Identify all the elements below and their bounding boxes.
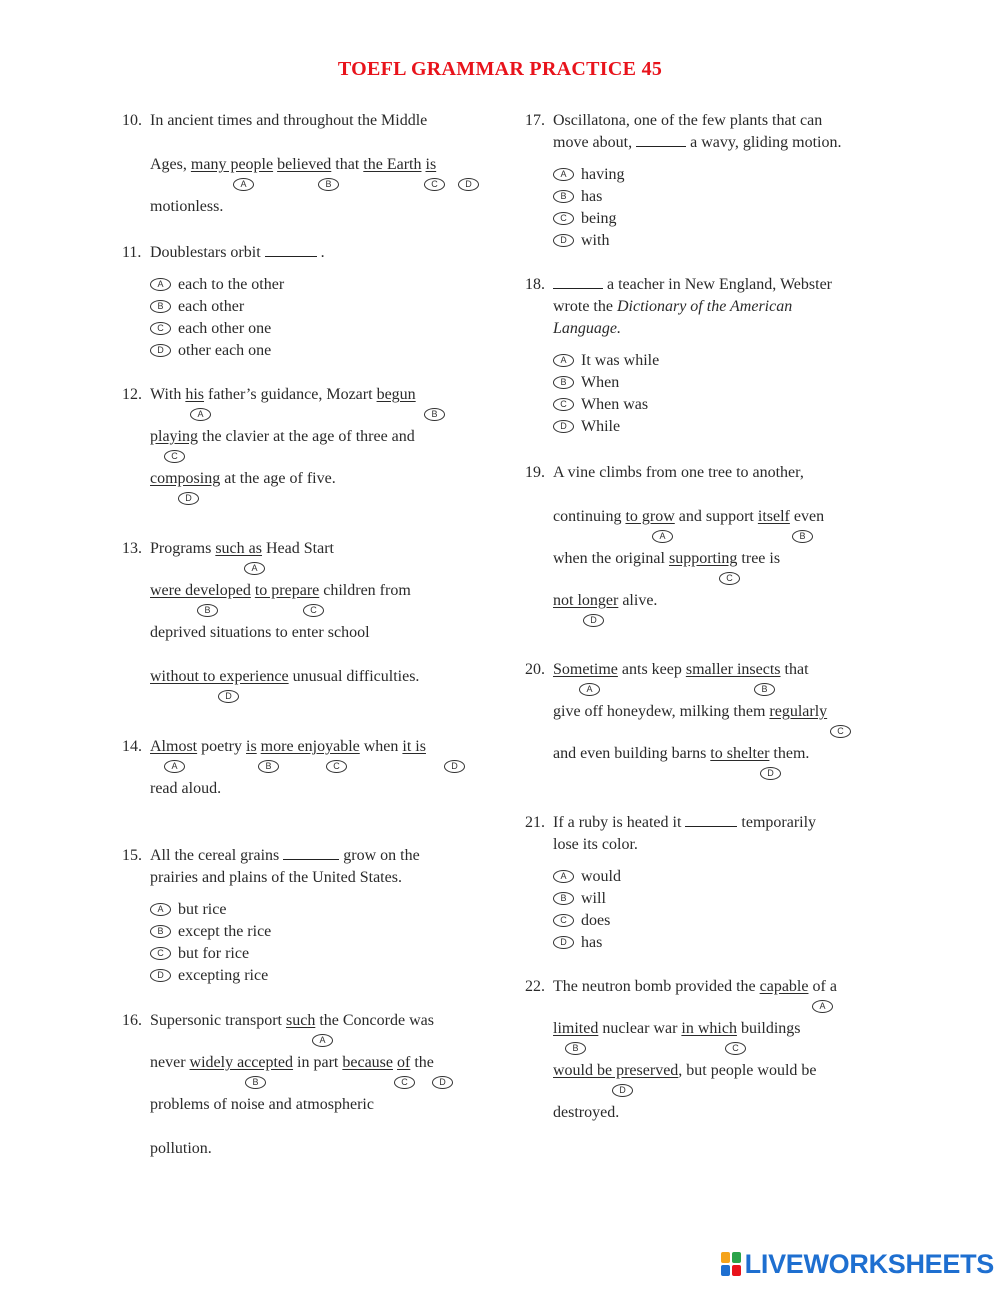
question-text: lose its color. xyxy=(553,836,638,853)
question-number: 16. xyxy=(122,1012,142,1029)
question-text: A vine climbs from one tree to another, xyxy=(553,464,804,481)
question-text: Ages, many people believed that the Earth is xyxy=(150,156,437,173)
answer-bubble-d[interactable]: D xyxy=(612,1084,633,1097)
question-text: deprived situations to enter school xyxy=(150,624,370,641)
option-d[interactable]: D excepting rice xyxy=(150,965,271,987)
question-text: without to experience unusual difficulties. xyxy=(150,668,420,685)
answer-bubble-a[interactable]: A xyxy=(812,1000,833,1013)
question-text: not longer alive. xyxy=(553,592,658,609)
question-number: 18. xyxy=(525,276,545,293)
option-c[interactable]: C When was xyxy=(553,394,659,416)
question-text: Doublestars orbit . xyxy=(150,244,325,261)
question-number: 21. xyxy=(525,814,545,831)
answer-bubble-b[interactable]: B xyxy=(792,530,813,543)
option-b[interactable]: B has xyxy=(553,186,625,208)
question-text: continuing to grow and support itself even xyxy=(553,508,825,525)
question-text: and even building barns to shelter them. xyxy=(553,745,810,762)
option-a[interactable]: A each to the other xyxy=(150,274,284,296)
question-number: 12. xyxy=(122,386,142,403)
question-text: composing at the age of five. xyxy=(150,470,336,487)
liveworksheets-logo-icon xyxy=(721,1251,743,1277)
answer-bubble-b[interactable]: B xyxy=(318,178,339,191)
question-text: prairies and plains of the United States. xyxy=(150,869,402,886)
answer-bubble-a[interactable]: A xyxy=(312,1034,333,1047)
answer-bubble-a[interactable]: A xyxy=(233,178,254,191)
option-d[interactable]: D with xyxy=(553,230,625,252)
question-21 xyxy=(525,812,817,954)
answer-bubble-b[interactable]: B xyxy=(424,408,445,421)
question-number: 22. xyxy=(525,978,545,995)
answer-bubble-d[interactable]: D xyxy=(178,492,199,505)
question-18 xyxy=(525,274,832,438)
answer-blank[interactable] xyxy=(636,132,686,147)
question-text: Supersonic transport such the Concorde was xyxy=(150,1012,434,1029)
option-b[interactable]: B will xyxy=(553,888,621,910)
question-number: 13. xyxy=(122,540,142,557)
option-c[interactable]: C being xyxy=(553,208,625,230)
question-11 xyxy=(122,242,325,362)
question-text: If a ruby is heated it temporarily xyxy=(553,814,817,831)
answer-bubble-a[interactable]: A xyxy=(244,562,265,575)
liveworksheets-logo xyxy=(721,1249,994,1279)
option-bubble-a[interactable]: A xyxy=(553,870,574,883)
answer-blank[interactable] xyxy=(265,242,317,257)
question-17 xyxy=(525,110,842,252)
answer-bubble-d[interactable]: D xyxy=(583,614,604,627)
answer-bubble-d[interactable]: D xyxy=(432,1076,453,1089)
option-bubble-a[interactable]: A xyxy=(553,168,574,181)
answer-bubble-c[interactable]: C xyxy=(326,760,347,773)
answer-bubble-c[interactable]: C xyxy=(719,572,740,585)
question-text: playing the clavier at the age of three and xyxy=(150,428,415,445)
question-text: when the original supporting tree is xyxy=(553,550,781,567)
question-text: were developed to prepare children from xyxy=(150,582,411,599)
question-text: motionless. xyxy=(150,198,224,215)
option-c[interactable]: C does xyxy=(553,910,621,932)
question-text: In ancient times and throughout the Middle xyxy=(150,112,428,129)
answer-bubble-a[interactable]: A xyxy=(190,408,211,421)
answer-blank[interactable] xyxy=(685,812,737,827)
answer-blank[interactable] xyxy=(283,845,339,860)
answer-bubble-c[interactable]: C xyxy=(303,604,324,617)
option-bubble-b[interactable]: B xyxy=(150,925,171,938)
answer-bubble-b[interactable]: B xyxy=(754,683,775,696)
option-bubble-d[interactable]: D xyxy=(150,344,171,357)
option-bubble-a[interactable]: A xyxy=(553,354,574,367)
option-d[interactable]: D other each one xyxy=(150,340,284,362)
answer-bubble-c[interactable]: C xyxy=(830,725,851,738)
question-text: With his father’s guidance, Mozart begun xyxy=(150,386,416,403)
question-15 xyxy=(122,845,420,987)
option-b[interactable]: B except the rice xyxy=(150,921,271,943)
question-number: 17. xyxy=(525,112,545,129)
option-bubble-d[interactable]: D xyxy=(553,420,574,433)
answer-bubble-b[interactable]: B xyxy=(565,1042,586,1055)
answer-blank[interactable] xyxy=(553,274,603,289)
question-number: 15. xyxy=(122,847,142,864)
question-text: Oscillatona, one of the few plants that can xyxy=(553,112,823,129)
question-text: The neutron bomb provided the capable of a xyxy=(553,978,837,995)
answer-bubble-a[interactable]: A xyxy=(579,683,600,696)
option-d[interactable]: D has xyxy=(553,932,621,954)
option-bubble-d[interactable]: D xyxy=(553,936,574,949)
question-text: move about, a wavy, gliding motion. xyxy=(553,134,842,151)
answer-bubble-c[interactable]: C xyxy=(394,1076,415,1089)
question-number: 19. xyxy=(525,464,545,481)
option-b[interactable]: B When xyxy=(553,372,659,394)
option-c[interactable]: C but for rice xyxy=(150,943,271,965)
option-bubble-b[interactable]: B xyxy=(553,376,574,389)
option-c[interactable]: C each other one xyxy=(150,318,284,340)
answer-bubble-b[interactable]: B xyxy=(245,1076,266,1089)
answer-bubble-a[interactable]: A xyxy=(652,530,673,543)
option-bubble-d[interactable]: D xyxy=(553,234,574,247)
option-a[interactable]: A would xyxy=(553,866,621,888)
question-text: Sometime ants keep smaller insects that xyxy=(553,661,809,678)
option-a[interactable]: A It was while xyxy=(553,350,659,372)
answer-bubble-b[interactable]: B xyxy=(197,604,218,617)
answer-bubble-d[interactable]: D xyxy=(760,767,781,780)
answer-bubble-a[interactable]: A xyxy=(164,760,185,773)
answer-bubble-d[interactable]: D xyxy=(458,178,479,191)
option-bubble-d[interactable]: D xyxy=(150,969,171,982)
question-text: would be preserved, but people would be xyxy=(553,1062,817,1079)
question-text: problems of noise and atmospheric xyxy=(150,1096,374,1113)
answer-bubble-c[interactable]: C xyxy=(164,450,185,463)
page-title: TOEFL GRAMMAR PRACTICE 45 xyxy=(337,58,663,80)
option-bubble-c[interactable]: C xyxy=(150,947,171,960)
question-number: 20. xyxy=(525,661,545,678)
question-number: 11. xyxy=(122,244,142,261)
question-text: Almost poetry is more enjoyable when it is xyxy=(150,738,426,755)
option-bubble-c[interactable]: C xyxy=(150,322,171,335)
option-bubble-c[interactable]: C xyxy=(553,398,574,411)
question-number: 14. xyxy=(122,738,142,755)
answer-bubble-d[interactable]: D xyxy=(218,690,239,703)
option-bubble-b[interactable]: B xyxy=(553,892,574,905)
question-text: a teacher in New England, Webster xyxy=(553,274,832,296)
question-text: read aloud. xyxy=(150,780,222,797)
option-d[interactable]: D While xyxy=(553,416,659,438)
answer-bubble-d[interactable]: D xyxy=(444,760,465,773)
question-text: pollution. xyxy=(150,1140,212,1157)
question-text: All the cereal grains grow on the xyxy=(150,847,420,864)
option-bubble-a[interactable]: A xyxy=(150,278,171,291)
question-text: Language. xyxy=(553,320,621,337)
liveworksheets-logo-text: LIVEWORKSHEETS xyxy=(744,1248,994,1279)
answer-bubble-c[interactable]: C xyxy=(424,178,445,191)
answer-bubble-b[interactable]: B xyxy=(258,760,279,773)
answer-bubble-c[interactable]: C xyxy=(725,1042,746,1055)
question-text: destroyed. xyxy=(553,1104,620,1121)
option-bubble-c[interactable]: C xyxy=(553,212,574,225)
question-text: limited nuclear war in which buildings xyxy=(553,1020,801,1037)
option-b[interactable]: B each other xyxy=(150,296,284,318)
question-text: give off honeydew, milking them regularly xyxy=(553,703,828,720)
option-a[interactable]: A but rice xyxy=(150,899,271,921)
question-number: 10. xyxy=(122,112,142,129)
option-bubble-b[interactable]: B xyxy=(553,190,574,203)
question-text: wrote the Dictionary of the American xyxy=(553,298,793,315)
option-bubble-b[interactable]: B xyxy=(150,300,171,313)
option-bubble-a[interactable]: A xyxy=(150,903,171,916)
option-a[interactable]: A having xyxy=(553,164,625,186)
option-bubble-c[interactable]: C xyxy=(553,914,574,927)
question-text: never widely accepted in part because of the xyxy=(150,1054,434,1071)
question-text: Programs such as Head Start xyxy=(150,540,334,557)
